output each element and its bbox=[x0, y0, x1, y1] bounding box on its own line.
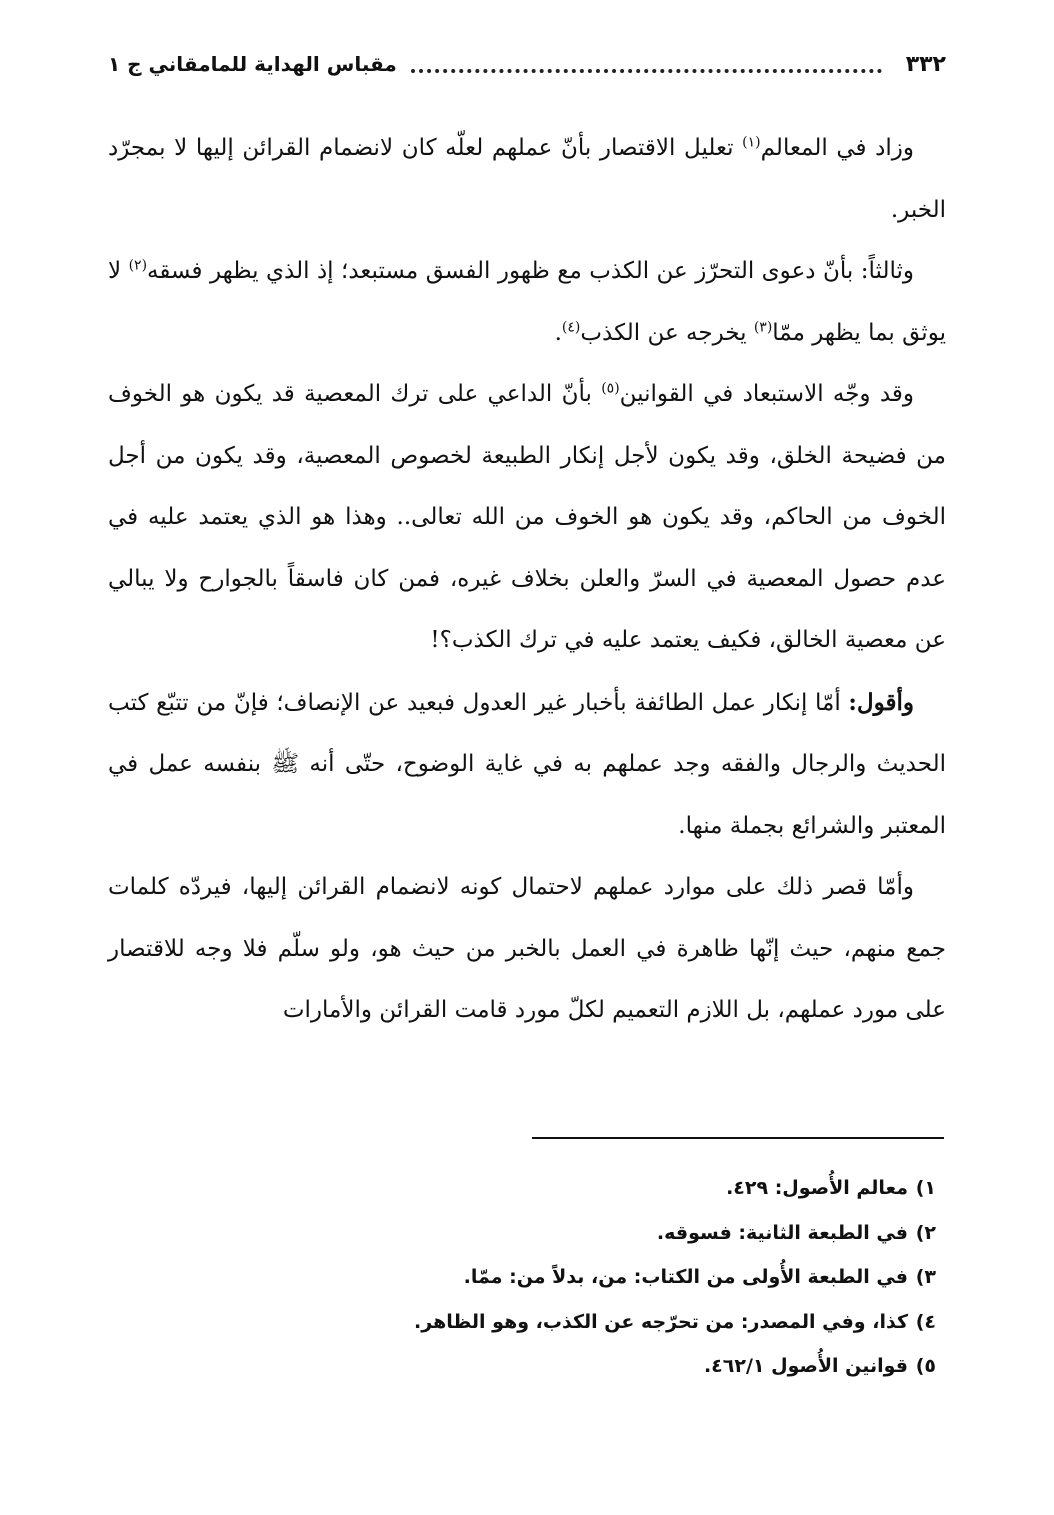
footnote-5 bbox=[108, 1344, 936, 1389]
paragraph-5: وأمّا قصر ذلك على موارد عملهم لاحتمال كونه لانضمام القرائن إليها، فيردّه كلمات جمع منهم، حيث إنّها ظاهرة في العمل بالخبر من حيث هو، ولو سلّم فلا وجه للاقتصار على مورد عملهم، بل اللازم التعميم لكلّ مورد قامت القرائن والأمارات bbox=[108, 874, 946, 1023]
paragraph-3-text-b: بأنّ الداعي على ترك المعصية قد يكون هو الخوف من فضيحة الخلق، وقد يكون لأجل إنكار الطبيعة لخصوص المعصية، وقد يكون من أجل الخوف من الحاكم، وقد يكون هو الخوف من الله تعالى.. وهذا هو الذي يعتمد عليه في عدم حصول المعصية في السرّ والعلن بخلاف غيره، فمن كان فاسقاً بالجوارح ولا يبالي عن معصية الخالق، فكيف يعتمد عليه في ترك الكذب؟! bbox=[108, 381, 946, 653]
paragraph-4-lead: وأقول: bbox=[848, 688, 914, 716]
page-header bbox=[108, 44, 946, 84]
footnote-ref-5: (٥) bbox=[601, 380, 620, 397]
paragraph-2-text-b: لا يوثق بما يظهر ممّا bbox=[108, 258, 946, 346]
footnote-ref-2: (٢) bbox=[128, 257, 148, 274]
footnote-number: ٣) bbox=[915, 1266, 936, 1288]
footnote-ref-3: (٣) bbox=[753, 318, 773, 335]
footnote-ref-4: (٤) bbox=[561, 318, 581, 335]
main-text bbox=[108, 118, 946, 1042]
paragraph-1-text-a: وزاد في المعالم bbox=[760, 135, 914, 161]
running-title: مقباس الهداية للمامقاني ج ١ bbox=[108, 52, 397, 76]
footnote-text: معالم الأُصول: ٤٢٩. bbox=[726, 1177, 908, 1199]
footnote-4 bbox=[108, 1300, 936, 1345]
footnote-text: قوانين الأُصول ٤٦٢/١. bbox=[703, 1355, 908, 1377]
paragraph-2-text-c: يخرجه عن الكذب bbox=[580, 319, 754, 346]
footnote-separator bbox=[532, 1137, 944, 1139]
paragraph-2-text-a: وثالثاً: بأنّ دعوى التحرّز عن الكذب مع ظهور الفسق مستبعد؛ إذ الذي يظهر فسقه bbox=[147, 258, 914, 284]
footnote-ref-1: (١) bbox=[742, 134, 761, 151]
footnotes bbox=[108, 1166, 936, 1389]
paragraph-2-text-d: . bbox=[554, 319, 562, 346]
paragraph-3 bbox=[108, 364, 946, 672]
footnote-2 bbox=[108, 1211, 936, 1256]
paragraph-1-text-b: تعليل الاقتصار بأنّ عملهم لعلّه كان لانضمام القرائن إليها لا بمجرّد الخبر. bbox=[108, 135, 946, 223]
footnote-text: في الطبعة الأُولى من الكتاب: من، بدلاً من: ممّا. bbox=[463, 1266, 908, 1288]
footnote-number: ١) bbox=[915, 1177, 936, 1199]
footnote-1 bbox=[108, 1166, 936, 1211]
footnote-number: ٢) bbox=[915, 1221, 936, 1244]
footnote-number: ٥) bbox=[915, 1355, 936, 1377]
paragraph-3-text-a: وقد وجّه الاستبعاد في القوانين bbox=[619, 381, 915, 407]
footnote-text: كذا، وفي المصدر: من تحرّجه عن الكذب، وهو الظاهر. bbox=[414, 1310, 908, 1333]
paragraph-1 bbox=[108, 118, 946, 241]
header-dot-leader bbox=[411, 68, 882, 73]
footnote-number: ٤) bbox=[915, 1310, 936, 1333]
paragraph-2 bbox=[108, 241, 946, 364]
page-number: ٣٣٢ bbox=[905, 51, 946, 77]
paragraph-4 bbox=[108, 672, 946, 858]
footnote-text: في الطبعة الثانية: فسوقه. bbox=[656, 1221, 908, 1244]
footnote-3 bbox=[108, 1255, 936, 1300]
paragraph-4-text: أمّا إنكار عمل الطائفة بأخبار غير العدول فبعيد عن الإنصاف؛ فإنّ من تتبّع كتب الحديث والرجال والفقه وجد عملهم به في غاية الوضوح، حتّى أنه ﷺ بنفسه عمل في المعتبر والشرائع بجملة منها. bbox=[108, 689, 946, 839]
